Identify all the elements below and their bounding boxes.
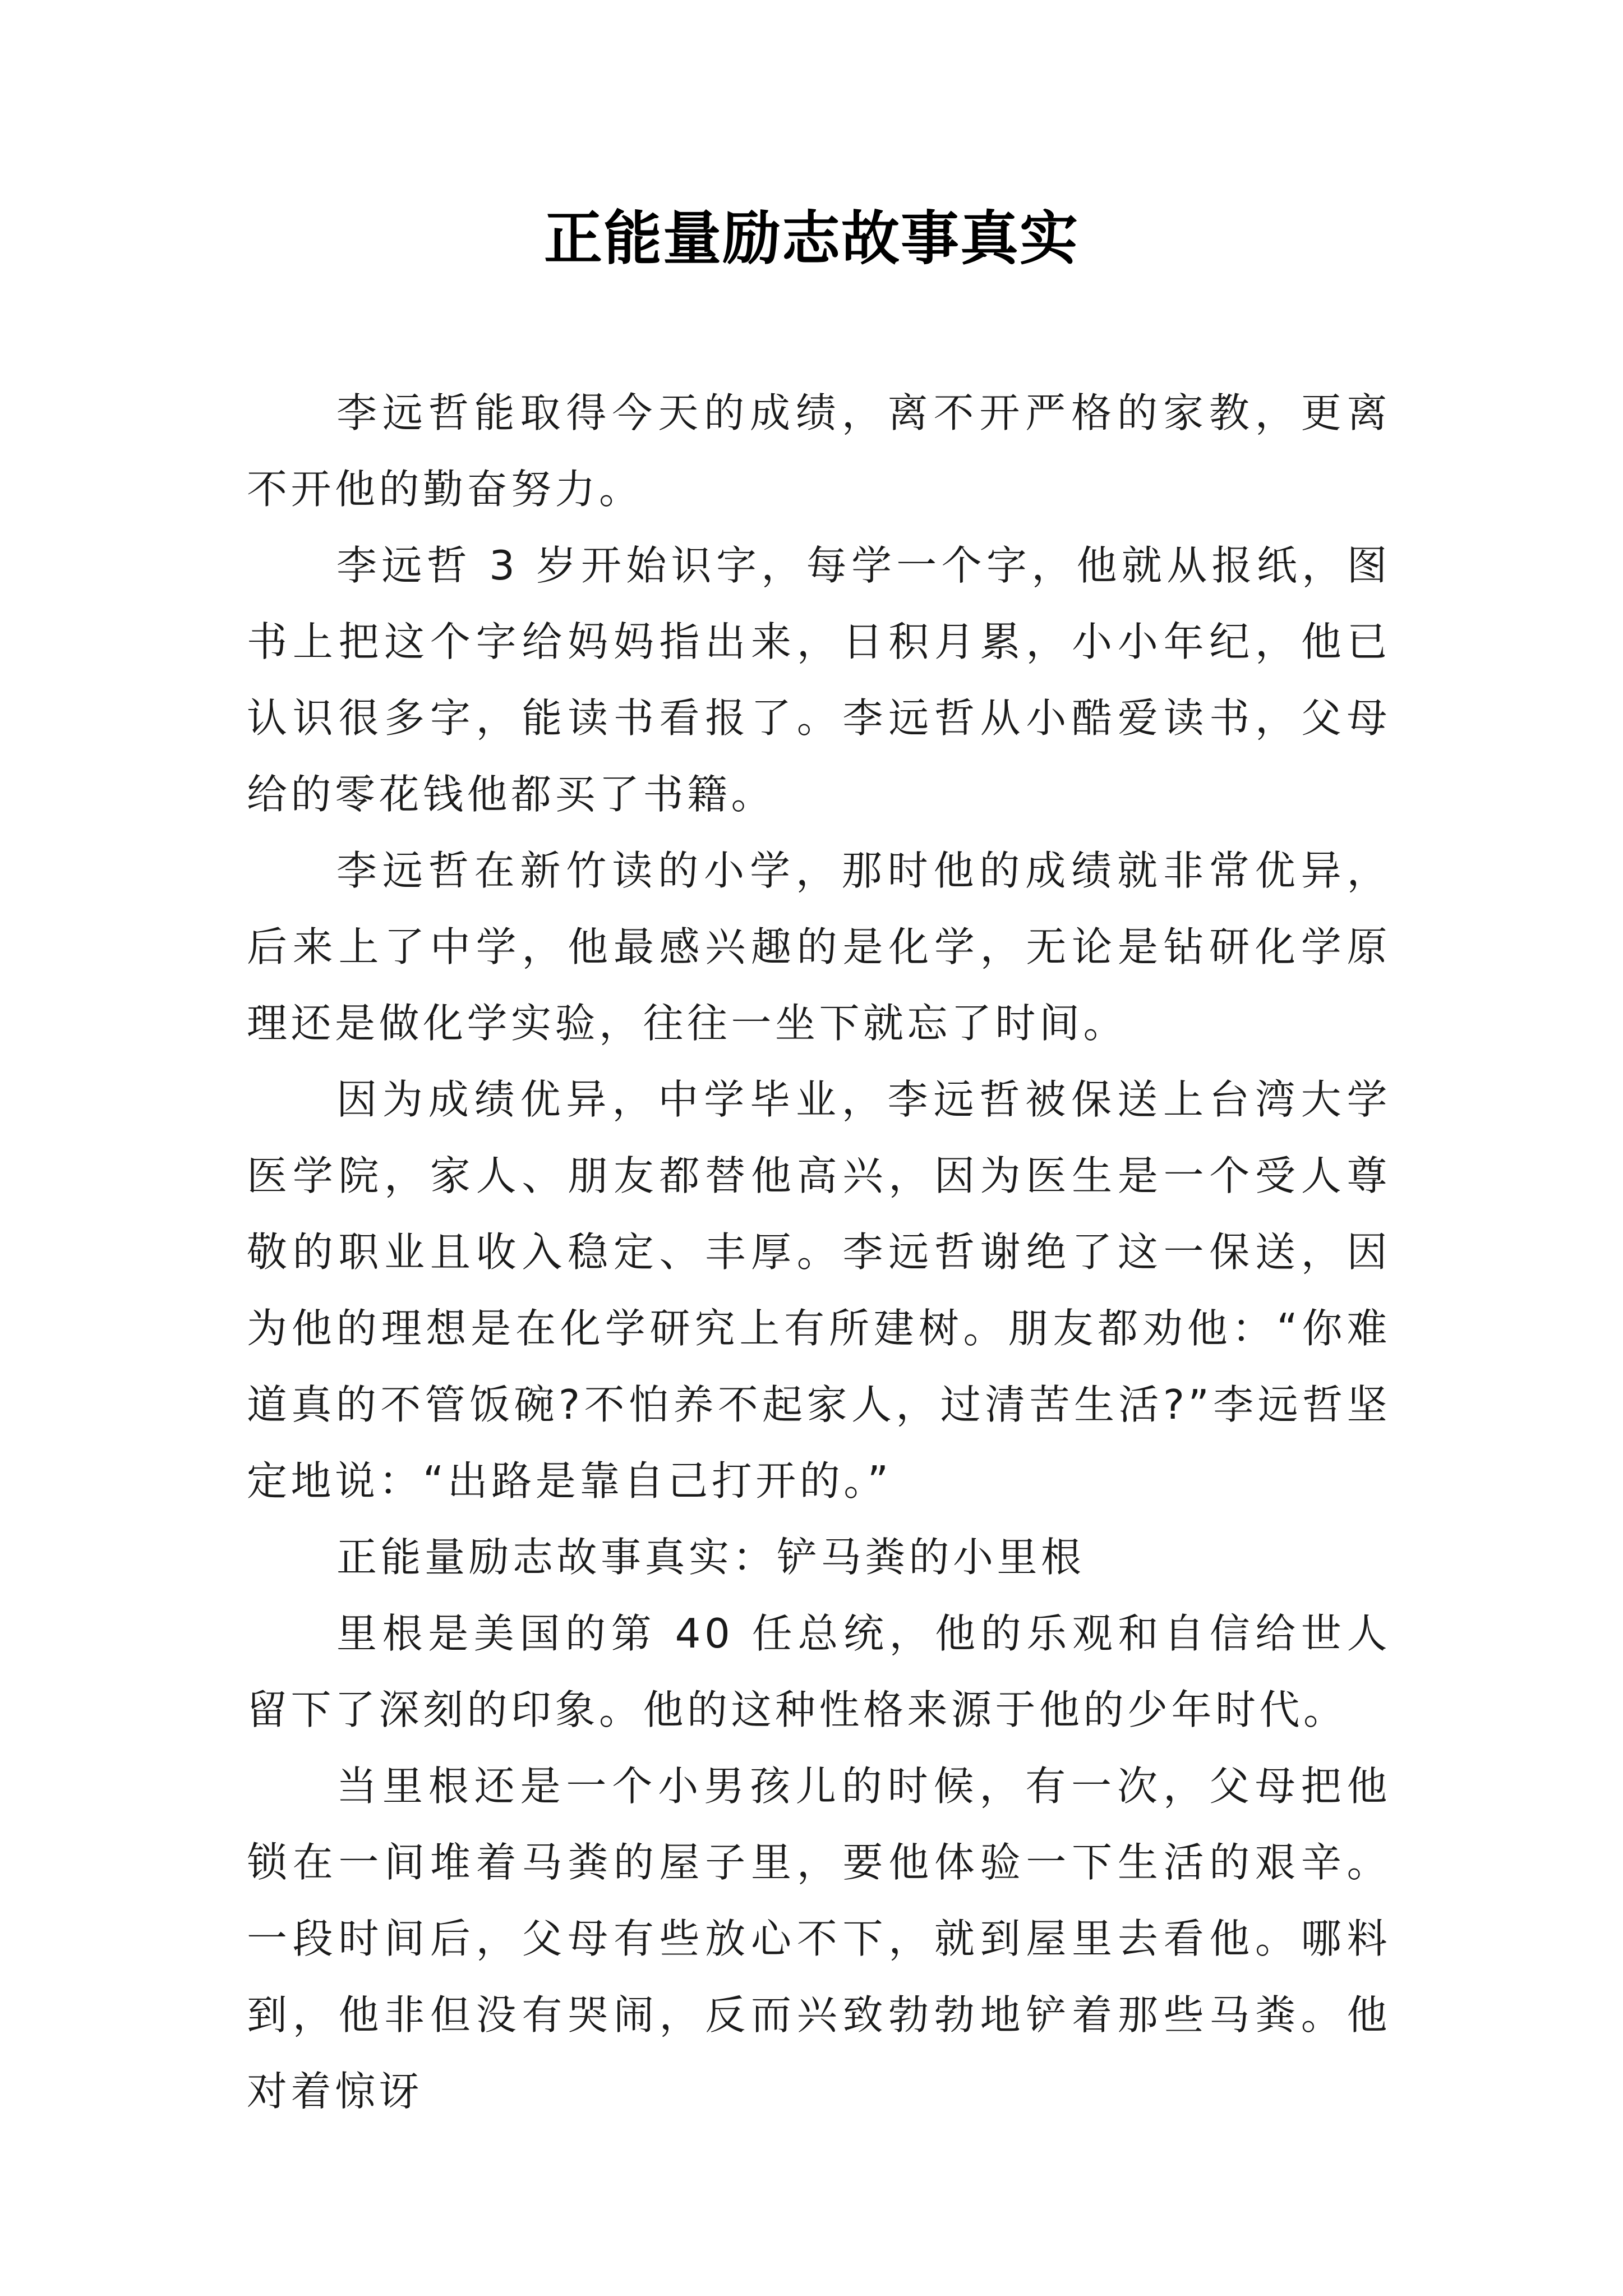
paragraph: 李远哲能取得今天的成绩，离不开严格的家教，更离不开他的勤奋努力。	[247, 389, 1391, 513]
paragraph: 当里根还是一个小男孩儿的时候，有一次，父母把他锁在一间堆着马粪的屋子里，要他体验一下生活的艰辛。一段时间后，父母有些放心不下，就到屋里去看他。哪料到，他非但没有哭闹，反而兴致勃勃地铲着那些马粪。他对着惊讶	[247, 1763, 1391, 2115]
paragraph: 因为成绩优异，中学毕业，李远哲被保送上台湾大学医学院，家人、朋友都替他高兴，因为医生是一个受人尊敬的职业且收入稳定、丰厚。李远哲谢绝了这一保送，因为他的理想是在化学研究上有所建树。朋友都劝他：“你难道真的不管饭碗?不怕养不起家人，过清苦生活?”李远哲坚定地说：“出路是靠自己打开的。”	[247, 1076, 1391, 1504]
paragraph: 李远哲在新竹读的小学，那时他的成绩就非常优异，后来上了中学，他最感兴趣的是化学，无论是钻研化学原理还是做化学实验，往往一坐下就忘了时间。	[247, 847, 1391, 1047]
document-title: 正能量励志故事真实	[543, 204, 1079, 273]
paragraph: 李远哲 3 岁开始识字，每学一个字，他就从报纸，图书上把这个字给妈妈指出来，日积月累，小小年纪，他已认识很多字，能读书看报了。李远哲从小酷爱读书，父母给的零花钱他都买了书籍。	[247, 542, 1391, 818]
section-heading: 正能量励志故事真实：铲马粪的小里根	[336, 1534, 1085, 1581]
paragraph: 里根是美国的第 40 任总统，他的乐观和自信给世人留下了深刻的印象。他的这种性格来源于他的少年时代。	[247, 1610, 1391, 1733]
document-body	[247, 375, 1391, 2129]
